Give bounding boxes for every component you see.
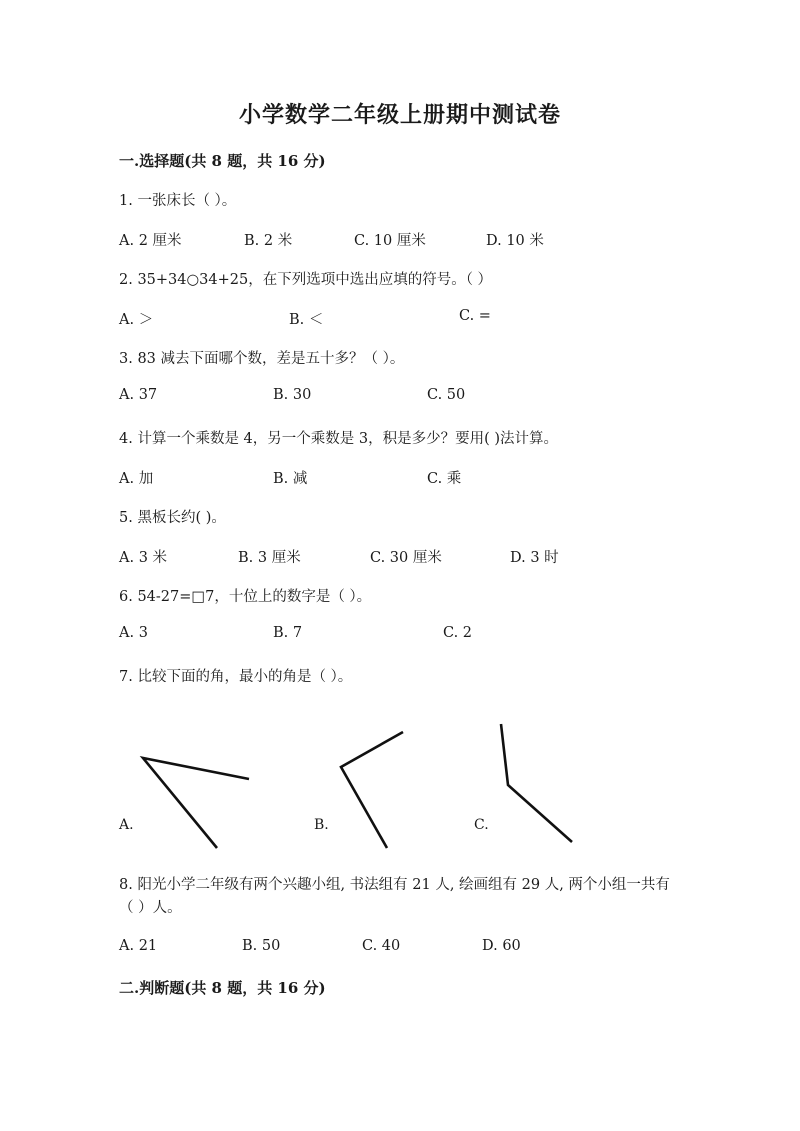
q6-option-c[interactable]: C. 2 [443, 625, 473, 641]
q3-option-c[interactable]: C. 50 [427, 387, 466, 403]
question-5: 5. 黑板长约( )。 [119, 510, 226, 526]
section-heading-choice: 一.选择题(共 8 题，共 16 分) [119, 152, 326, 170]
q4-option-a[interactable]: A. 加 [119, 471, 154, 487]
q6-option-a[interactable]: A. 3 [119, 625, 148, 641]
q3-option-b[interactable]: B. 30 [273, 387, 312, 403]
question-4: 4. 计算一个乘数是 4，另一个乘数是 3，积是多少？要用( )法计算。 [119, 431, 559, 447]
q2-option-b[interactable]: B. ＜ [289, 312, 324, 328]
q7-option-a[interactable]: A. [119, 817, 134, 833]
q8-option-b[interactable]: B. 50 [242, 938, 281, 954]
q1-option-c[interactable]: C. 10 厘米 [354, 233, 426, 249]
angle-b-figure [341, 732, 403, 848]
q1-option-b[interactable]: B. 2 米 [244, 233, 293, 249]
q5-option-c[interactable]: C. 30 厘米 [370, 550, 442, 566]
q4-option-b[interactable]: B. 减 [273, 471, 308, 487]
q5-option-a[interactable]: A. 3 米 [119, 550, 168, 566]
section-heading-judgment: 二.判断题(共 8 题，共 16 分) [119, 979, 326, 997]
q2-option-c[interactable]: C. = [459, 308, 491, 324]
q4-option-c[interactable]: C. 乘 [427, 471, 462, 487]
q2-option-a[interactable]: A. ＞ [119, 312, 154, 328]
question-1: 1. 一张床长（ ）。 [119, 193, 237, 209]
q8-option-c[interactable]: C. 40 [362, 938, 401, 954]
q3-option-a[interactable]: A. 37 [119, 387, 158, 403]
q8-option-a[interactable]: A. 21 [119, 938, 158, 954]
q1-option-d[interactable]: D. 10 米 [486, 233, 544, 249]
question-7: 7. 比较下面的角，最小的角是（ ）。 [119, 669, 353, 685]
q8-option-d[interactable]: D. 60 [482, 938, 521, 954]
q7-option-c[interactable]: C. [474, 817, 489, 833]
q5-option-d[interactable]: D. 3 时 [510, 550, 559, 566]
question-2: 2. 35+34○34+25，在下列选项中选出应填的符号。（ ） [119, 272, 493, 288]
page-title: 小学数学二年级上册期中测试卷 [238, 102, 561, 128]
question-8: 8. 阳光小学二年级有两个兴趣小组, 书法组有 21 人, 绘画组有 29 人, 两个小组一共有（ ）人。 [119, 877, 670, 916]
q6-option-b[interactable]: B. 7 [273, 625, 303, 641]
q7-option-b[interactable]: B. [314, 817, 329, 833]
q5-option-b[interactable]: B. 3 厘米 [238, 550, 301, 566]
angle-c-figure [501, 724, 572, 842]
question-6: 6. 54-27=□7，十位上的数字是（ ）。 [119, 589, 372, 605]
question-3: 3. 83 减去下面哪个数，差是五十多？（ ）。 [119, 351, 405, 367]
angle-a-figure [143, 758, 249, 848]
q1-option-a[interactable]: A. 2 厘米 [119, 233, 182, 249]
